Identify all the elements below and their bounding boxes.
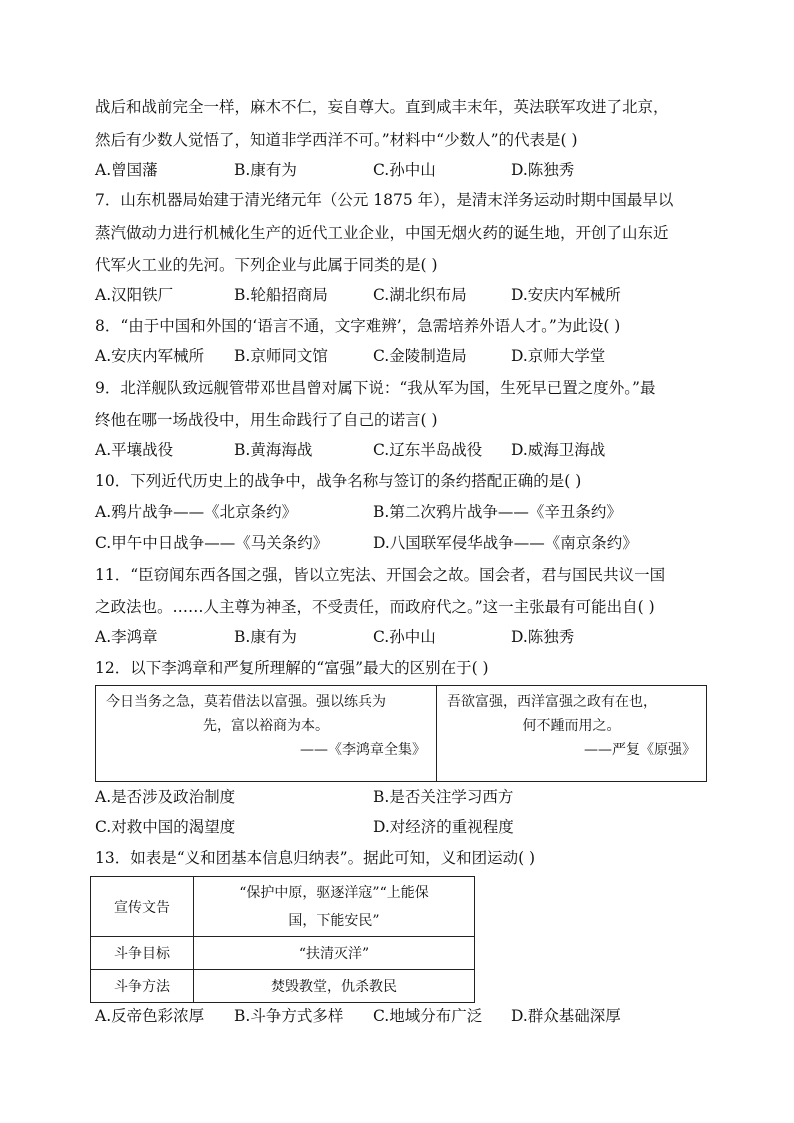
intro-line-2: 然后有少数人觉悟了，知道非学西洋不可。”材料中“少数人”的代表是( ) (95, 131, 578, 149)
q7-option-b: B.轮船招商局 (234, 286, 328, 304)
q9-line-1: 9．北洋舰队致远舰管带邓世昌曾对属下说：“我从军为国，生死早已置之度外。”最 (95, 379, 656, 397)
q13-row-1-label: 宣传文告 (91, 877, 194, 937)
q12-right-text-1: 吾欲富强，西洋富强之政有在也， (447, 694, 657, 710)
q13-row-3-value: 焚毁教堂，仇杀教民 (194, 970, 475, 1003)
intro-option-d: D.陈独秀 (511, 161, 575, 179)
q12-left-text-1: 今日当务之急，莫若借法以富强。强以练兵为 (106, 694, 386, 710)
q12-left-text-2: 先，富以裕商为本。 (203, 718, 329, 734)
q8-option-a: A.安庆内军械所 (95, 347, 205, 365)
q12-left-cell (96, 686, 437, 782)
q11-option-b: B.康有为 (234, 628, 297, 646)
q9-option-b: B.黄海海战 (234, 441, 313, 459)
q9-option-a: A.平壤战役 (95, 441, 174, 459)
q8-line-1: 8．“由于中国和外国的‘语言不通，文字难辨’，急需培养外语人才。”为此设( ) (95, 317, 621, 335)
q10-option-c: C.甲午中日战争——《马关条约》 (95, 534, 329, 552)
q7-line-3: 代军火工业的先河。下列企业与此属于同类的是( ) (95, 256, 438, 274)
q12-quote-table (95, 685, 707, 782)
q10-option-a: A.鸦片战争——《北京条约》 (95, 503, 298, 521)
q9-line-2: 终他在哪一场战役中，用生命践行了自己的诺言( ) (95, 411, 438, 429)
intro-option-b: B.康有为 (234, 161, 297, 179)
q13-row-2-label: 斗争目标 (91, 937, 194, 970)
q8-option-b: B.京师同文馆 (234, 347, 328, 365)
q10-option-b: B.第二次鸦片战争——《辛丑条约》 (373, 503, 622, 521)
q13-option-a: A.反帝色彩浓厚 (95, 1007, 205, 1025)
q7-line-2: 蒸汽做动力进行机械化生产的近代工业企业，中国无烟火药的诞生地，开创了山东近 (95, 224, 669, 242)
q12-option-a: A.是否涉及政治制度 (95, 788, 236, 806)
q11-option-a: A.李鸿章 (95, 628, 158, 646)
q8-option-d: D.京师大学堂 (511, 347, 606, 365)
q13-row-2-value: “扶清灭洋” (194, 937, 475, 970)
q13-row-3-label: 斗争方法 (91, 970, 194, 1003)
intro-line-1: 战后和战前完全一样，麻木不仁，妄自尊大。直到咸丰末年，英法联军攻进了北京， (95, 98, 669, 116)
table-row (91, 970, 475, 1003)
q13-option-c: C.地域分布广泛 (373, 1007, 483, 1025)
q11-option-c: C.孙中山 (373, 628, 436, 646)
q13-info-table (90, 876, 475, 1003)
q12-option-b: B.是否关注学习西方 (373, 788, 514, 806)
q7-option-a: A.汉阳铁厂 (95, 286, 174, 304)
q12-line-1: 12．以下李鸿章和严复所理解的“富强”最大的区别在于( ) (95, 659, 489, 677)
q8-option-c: C.金陵制造局 (373, 347, 467, 365)
q13-option-b: B.斗争方式多样 (234, 1007, 344, 1025)
q7-option-c: C.湖北织布局 (373, 286, 467, 304)
q10-option-d: D.八国联军侵华战争——《南京条约》 (373, 534, 638, 552)
q12-option-d: D.对经济的重视程度 (373, 818, 514, 836)
intro-option-a: A.曾国藩 (95, 161, 158, 179)
q13-line-1: 13．如表是“义和团基本信息归纳表”。据此可知，义和团运动( ) (95, 849, 536, 867)
q12-option-c: C.对救中国的渴望度 (95, 818, 236, 836)
q9-option-d: D.威海卫海战 (511, 441, 606, 459)
intro-option-c: C.孙中山 (373, 161, 436, 179)
q9-option-c: C.辽东半岛战役 (373, 441, 483, 459)
q13-row-1-value-line-1: “保护中原，驱逐洋寇”“上能保 (239, 884, 429, 901)
table-row (91, 877, 475, 937)
q11-line-2: 之政法也。……人主尊为神圣，不受责任，而政府代之。”这一主张最有可能出自( ) (95, 598, 655, 616)
q7-line-1: 7．山东机器局始建于清光绪元年（公元 1875 年），是清末洋务运动时期中国最早以 (95, 191, 674, 209)
q13-row-1-value (194, 877, 475, 937)
q10-line-1: 10．下列近代历史上的战争中，战争名称与签订的条约搭配正确的是( ) (95, 472, 582, 490)
q11-option-d: D.陈独秀 (511, 628, 575, 646)
q12-left-source: ——《李鸿章全集》 (300, 742, 426, 758)
q13-option-d: D.群众基础深厚 (511, 1007, 621, 1025)
q11-line-1: 11．“臣窃闻东西各国之强，皆以立宪法、开国会之故。国会者，君与国民共议一国 (95, 566, 666, 584)
q13-row-1-value-line-2: 国，下能安民” (288, 912, 380, 929)
q12-right-cell (437, 686, 707, 782)
q12-right-text-2: 何不踵而用之。 (522, 718, 621, 734)
q7-option-d: D.安庆内军械所 (511, 286, 621, 304)
q12-right-source: ——严复《原强》 (584, 742, 696, 758)
table-row (91, 937, 475, 970)
